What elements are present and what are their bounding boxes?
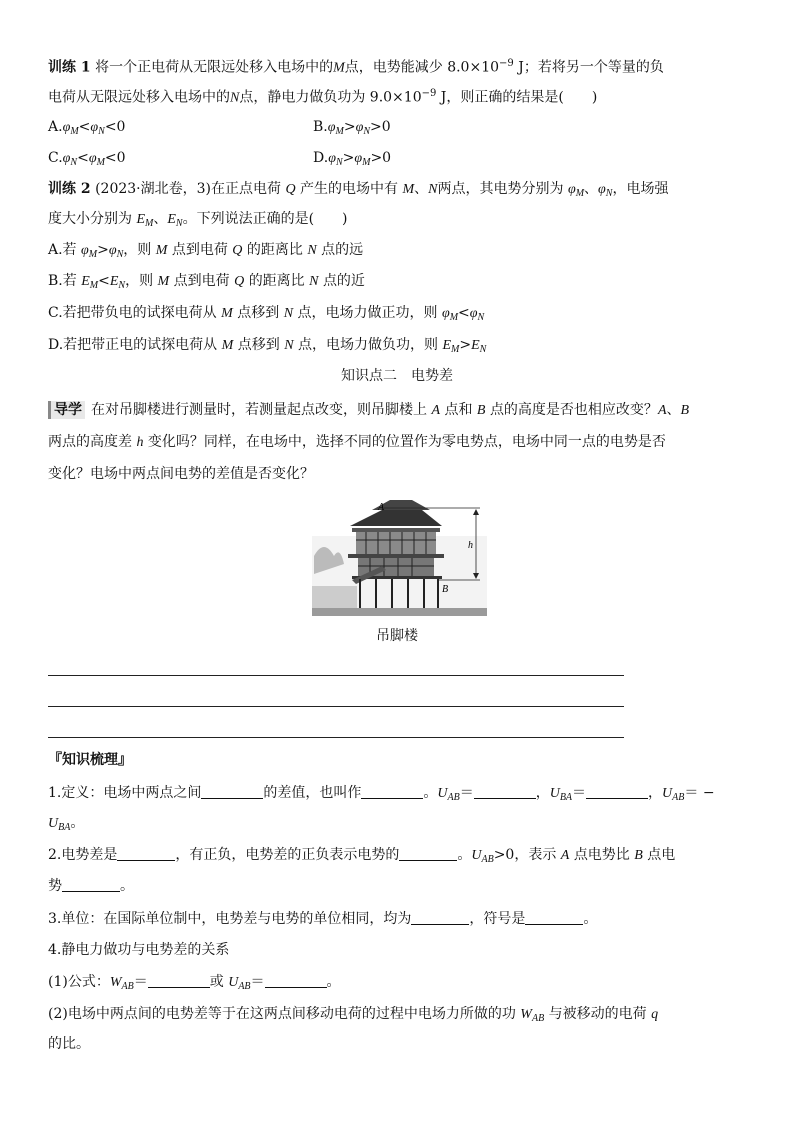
figure-label-A: A [378, 502, 385, 513]
exercise-2-option-A: A.若 $\varphi_M>\varphi_N$，则 M 点到电荷 Q 的距离比 N 点的远 [48, 242, 364, 260]
sub: N [175, 218, 183, 229]
text: 点和 [444, 402, 473, 418]
phi: φ [327, 120, 336, 135]
var-h: h [136, 435, 144, 450]
sub: AB [121, 981, 134, 992]
guide-tag: 导学 [48, 401, 85, 419]
text: ＝ [459, 785, 474, 801]
var-U: U [471, 848, 482, 863]
definition-4-title: 4.静电力做功与电势差的关系 [48, 942, 230, 958]
var-M: M [333, 60, 345, 76]
op: < [77, 150, 89, 166]
option-letter: A. [48, 119, 63, 135]
sub: M [451, 344, 460, 355]
definition-4-formula [48, 972, 341, 997]
sub: N [605, 188, 613, 199]
var-M: M [155, 243, 168, 258]
text: >0，表示 [493, 847, 557, 863]
fill-blank[interactable] [265, 973, 327, 988]
text: ，则 [125, 273, 154, 289]
sub: N [116, 249, 124, 260]
var-A: A [657, 403, 667, 418]
exercise-1-label: 训练 1 [48, 59, 91, 76]
text: (1)公式： [48, 974, 110, 990]
text: 点的近 [322, 273, 365, 289]
var-U: U [437, 786, 448, 801]
op: >0 [370, 150, 392, 166]
var-U: U [549, 786, 560, 801]
phi: φ [328, 151, 336, 166]
var-A: A [431, 403, 441, 418]
option-letter: C. [48, 150, 63, 166]
text: 点，电场力做正功，则 [297, 305, 438, 321]
var-M: M [402, 182, 415, 197]
exercise-2-option-D: D.若把带正电的试探电荷从 M 点移到 N 点，电场力做负功，则 $E_M>E_N$ [48, 337, 487, 355]
text: 。 [583, 911, 598, 927]
var-N: N [309, 274, 319, 289]
text: 。 [70, 815, 85, 831]
option-C [48, 148, 126, 173]
fill-blank[interactable] [62, 877, 120, 892]
text: 度大小分别为 [48, 211, 132, 227]
option-A [48, 117, 125, 142]
option-letter: B. [313, 119, 328, 135]
op: > [343, 119, 356, 135]
sub: M [575, 188, 585, 199]
var-B: B [476, 403, 486, 418]
var-U: U [662, 786, 673, 801]
text: ＝ [572, 785, 587, 801]
text: 势 [48, 878, 62, 894]
text: 点到电荷 [173, 273, 230, 289]
sub: N [70, 157, 78, 168]
figure-caption: 吊脚楼 [376, 628, 418, 644]
var-W: W [520, 1007, 532, 1022]
text: ＝ [133, 974, 148, 990]
text: 的距离比 [248, 273, 305, 289]
var-N: N [428, 182, 438, 197]
op: <0 [104, 150, 126, 166]
text: 在对吊脚楼进行测量时，若测量起点改变，则吊脚楼上 [91, 402, 427, 418]
text: 变化吗？同样，在电场中，选择不同的位置作为零电势点，电场中同一点的电势是否 [147, 434, 666, 450]
fill-blank[interactable] [586, 784, 648, 799]
phi: φ [354, 151, 363, 166]
sub: BA [58, 822, 71, 833]
text: 点，电势能减少 8.0×10 [344, 59, 500, 76]
fill-blank[interactable] [525, 910, 583, 925]
text: 点，静电力做负功为 9.0×10 [239, 89, 422, 106]
exercise-1-line-1 [48, 54, 664, 79]
var-N: N [307, 243, 317, 258]
var-B: B [680, 403, 690, 418]
answer-line[interactable] [48, 737, 624, 738]
exercise-2-option-C: C.若把带负电的试探电荷从 M 点移到 N 点，电场力做正功，则 $\varphi_M<\varphi_N$ [48, 305, 485, 323]
text: ， [648, 785, 663, 801]
option-B [313, 117, 391, 142]
text: ＝ [250, 974, 265, 990]
op: >0 [370, 119, 391, 135]
knowledge-title: 『知识梳理』 [48, 752, 132, 768]
stilt-house-figure [312, 496, 487, 616]
fill-blank[interactable] [474, 784, 536, 799]
text: 。 [326, 974, 341, 990]
phi: φ [62, 151, 71, 166]
option-D [313, 148, 391, 173]
text: 将一个正电荷从无限远处移入电场中的 [95, 59, 334, 76]
text: J；若将另一个等量的负 [513, 59, 664, 76]
definition-1-line-2 [48, 813, 84, 838]
exponent: −9 [499, 58, 514, 69]
text: 。下列说法正确的是( ) [182, 211, 348, 227]
var-A: A [560, 848, 570, 863]
sub: AB [481, 854, 494, 865]
stilt-house-illustration [312, 496, 487, 616]
exercise-2-line-1: 训练 2 (2023·湖北卷，3)在正点电荷 Q 产生的电场中有 M、N两点，其电势分别为 $\varphi_M$、$\varphi_N$，电场强 [48, 181, 669, 199]
text: ，电场强 [612, 181, 669, 197]
text: ，符号是 [469, 911, 526, 927]
text: 点移到 [237, 337, 280, 353]
sub: AB [531, 1013, 545, 1024]
sub: AB [672, 792, 685, 803]
definition-3 [48, 909, 597, 929]
text: 或 [209, 974, 224, 990]
figure-label-h: h [468, 540, 473, 551]
text: 点，电场力做负功，则 [298, 337, 439, 353]
exponent: −9 [421, 88, 437, 99]
sub: N [477, 312, 485, 323]
text: ，有正负，电势差的正负表示电势的 [175, 847, 400, 863]
text: 产生的电场中有 [300, 181, 399, 197]
fill-blank[interactable] [411, 910, 469, 925]
sub: M [335, 126, 344, 137]
text: 2.电势差是 [48, 847, 118, 863]
text: 点的高度是否也相应改变？ [489, 402, 658, 418]
text: 1.定义：电场中两点之间 [48, 785, 202, 801]
option-letter: D. [313, 150, 329, 166]
text: 两点的高度差 [48, 434, 132, 450]
var-U: U [228, 975, 239, 990]
var-M: M [221, 306, 233, 321]
sub: N [98, 126, 105, 137]
definition-2-line-1 [48, 845, 675, 870]
text: 点移到 [237, 305, 280, 321]
var-N: N [230, 90, 240, 106]
var-U: U [48, 816, 59, 831]
op: < [78, 119, 91, 135]
text: ，则 [123, 242, 152, 258]
sub: N [335, 157, 343, 168]
op: <0 [104, 119, 126, 135]
text: 点电 [647, 847, 676, 863]
text: 。 [457, 847, 472, 863]
definition-4-2-line-2: 的比。 [48, 1036, 90, 1052]
fill-blank[interactable] [148, 973, 210, 988]
var-q: q [651, 1007, 659, 1022]
exercise-2-option-B: B.若 $E_M<E_N$，则 M 点到电荷 Q 的距离比 N 点的近 [48, 273, 365, 291]
var-M: M [221, 338, 234, 353]
text: 的距离比 [246, 242, 303, 258]
sub: M [70, 126, 79, 137]
text: 3.单位：在国际单位制中，电势差与电势的单位相同，均为 [48, 911, 412, 927]
fill-blank[interactable] [361, 784, 423, 799]
sub: AB [238, 981, 251, 992]
var-M: M [157, 274, 170, 289]
guide-line-1 [48, 400, 689, 421]
op: > [342, 150, 355, 166]
exercise-1-line-2 [48, 84, 597, 109]
var-W: W [109, 975, 122, 990]
text: J，则正确的结果是( ) [436, 89, 598, 106]
definition-2-line-2 [48, 876, 134, 896]
sub: M [89, 280, 99, 291]
sub: N [479, 344, 487, 355]
text: A.若 [48, 242, 77, 258]
exercise-2-line-2: 度大小分别为 $E_M$、$E_N$。下列说法正确的是( ) [48, 211, 348, 229]
definition-4-2-line-1 [48, 1004, 658, 1029]
sub: N [363, 126, 370, 137]
text: 点电势比 [573, 847, 630, 863]
var-N: N [283, 306, 294, 321]
answer-line[interactable] [48, 706, 624, 707]
text: 与被移动的电荷 [548, 1006, 647, 1022]
phi: φ [90, 120, 99, 135]
text: 电荷从无限远处移入电场中的 [48, 89, 230, 106]
definition-1-line-1 [48, 783, 715, 808]
phi: φ [88, 151, 97, 166]
var-B: B [634, 848, 643, 863]
guide-line-2 [48, 432, 666, 453]
text: 点到电荷 [171, 242, 228, 258]
text: 两点，其电势分别为 [437, 181, 564, 197]
var-Q: Q [285, 182, 296, 197]
sub: M [449, 312, 459, 323]
text: (2)电场中两点间的电势差等于在这两点间移动电荷的过程中电场力所做的功 [48, 1006, 516, 1022]
phi: φ [355, 120, 364, 135]
text: 。 [423, 785, 438, 801]
sub: AB [447, 792, 460, 803]
sub: M [88, 249, 98, 260]
text: 、 [666, 402, 681, 418]
exercise-2-label: 训练 2 [48, 181, 91, 197]
fill-blank[interactable] [117, 846, 175, 861]
answer-line[interactable] [48, 675, 624, 676]
text: 点的远 [321, 242, 364, 258]
sub: M [362, 157, 371, 168]
sub: BA [559, 792, 573, 803]
figure-label-B: B [442, 584, 449, 595]
text: C.若把带负电的试探电荷从 [48, 305, 217, 321]
text: 的差值，也叫作 [263, 785, 362, 801]
sub: M [145, 218, 154, 229]
text: (2023·湖北卷，3)在正点电荷 [90, 181, 281, 197]
section-title: 知识点二 电势差 [341, 368, 453, 384]
fill-blank[interactable] [399, 846, 457, 861]
var-N: N [284, 338, 294, 353]
text: B.若 [48, 273, 77, 289]
text: 。 [120, 878, 134, 894]
text: ， [535, 785, 550, 801]
var-Q: Q [234, 274, 245, 289]
phi: φ [62, 120, 71, 135]
sub: N [118, 280, 126, 291]
sub: M [96, 157, 105, 168]
var-Q: Q [232, 243, 243, 258]
text: ＝ − [684, 785, 715, 801]
text: D.若把带正电的试探电荷从 [48, 337, 218, 353]
fill-blank[interactable] [201, 784, 263, 799]
guide-line-3: 变化？电场中两点间电势的差值是否变化？ [48, 466, 314, 482]
